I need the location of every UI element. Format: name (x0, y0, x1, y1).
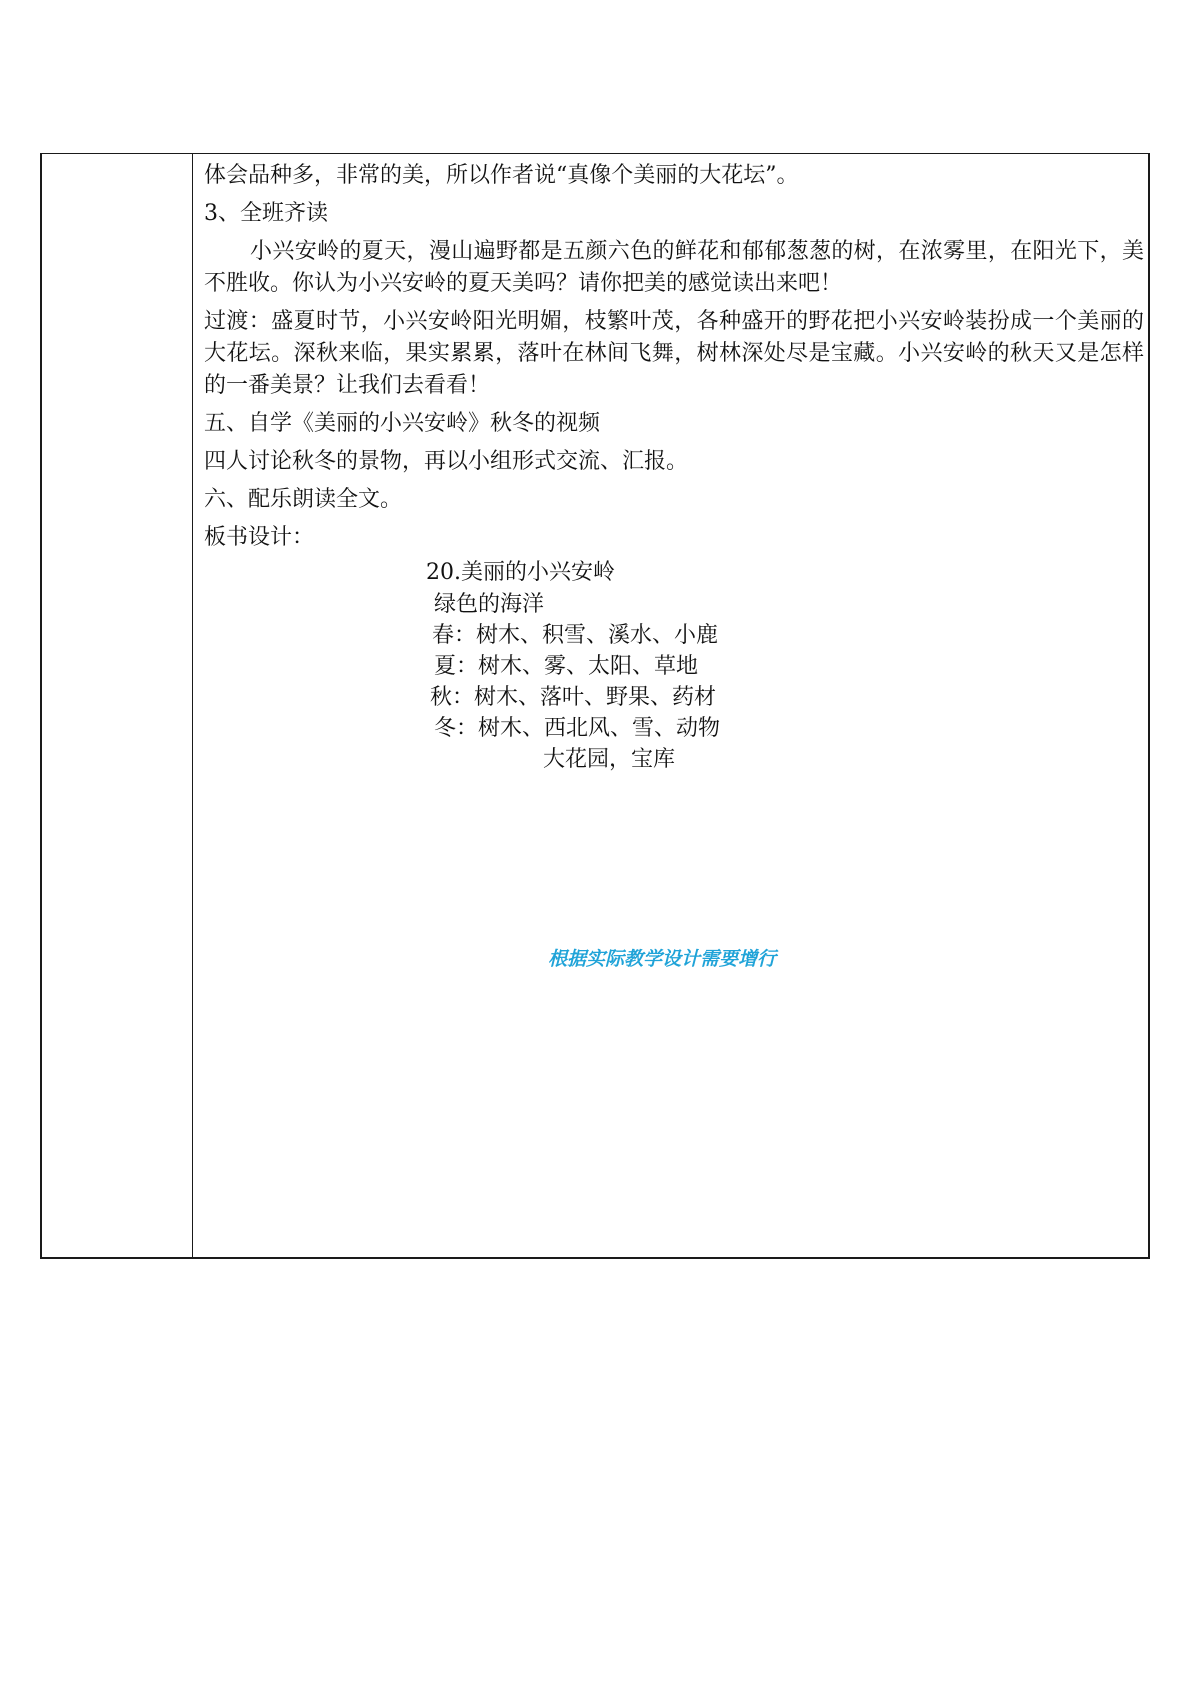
add-rows-note: 根据实际教学设计需要增行 (548, 948, 777, 970)
board-summary: 大花园，宝库 (543, 747, 676, 772)
section-heading: 六、配乐朗读全文。 (204, 487, 403, 512)
text-line: 体会品种多，非常的美，所以作者说“真像个美丽的大花坛”。 (204, 163, 799, 188)
table-column-divider (192, 153, 193, 1259)
board-subtitle: 绿色的海洋 (434, 592, 545, 617)
reading-paragraph: 小兴安岭的夏天，漫山遍野都是五颜六色的鲜花和郁郁葱葱的树，在浓雾里，在阳光下，美不胜收。你认为小兴安岭的夏天美吗？请你把美的感觉读出来吧！ (204, 239, 1144, 296)
board-spring: 春：树木、积雪、溪水、小鹿 (432, 623, 719, 648)
board-summer: 夏：树木、雾、太阳、草地 (434, 654, 699, 679)
board-design-label: 板书设计： (204, 525, 315, 550)
board-autumn: 秋：树木、落叶、野果、药材 (430, 685, 717, 710)
section-heading: 3、全班齐读 (204, 201, 328, 226)
transition-paragraph: 过渡：盛夏时节，小兴安岭阳光明媚，枝繁叶茂，各种盛开的野花把小兴安岭装扮成一个美丽的大花坛。深秋来临，果实累累，落叶在林间飞舞，树林深处尽是宝藏。小兴安岭的秋天又是怎样的一番美景？让我们去看看！ (204, 309, 1144, 398)
board-title: 20.美丽的小兴安岭 (426, 560, 615, 585)
lesson-content (204, 160, 1144, 554)
text-line: 四人讨论秋冬的景物，再以小组形式交流、汇报。 (204, 449, 689, 474)
section-heading: 五、自学《美丽的小兴安岭》秋冬的视频 (204, 411, 601, 436)
board-winter: 冬：树木、西北风、雪、动物 (434, 716, 721, 741)
